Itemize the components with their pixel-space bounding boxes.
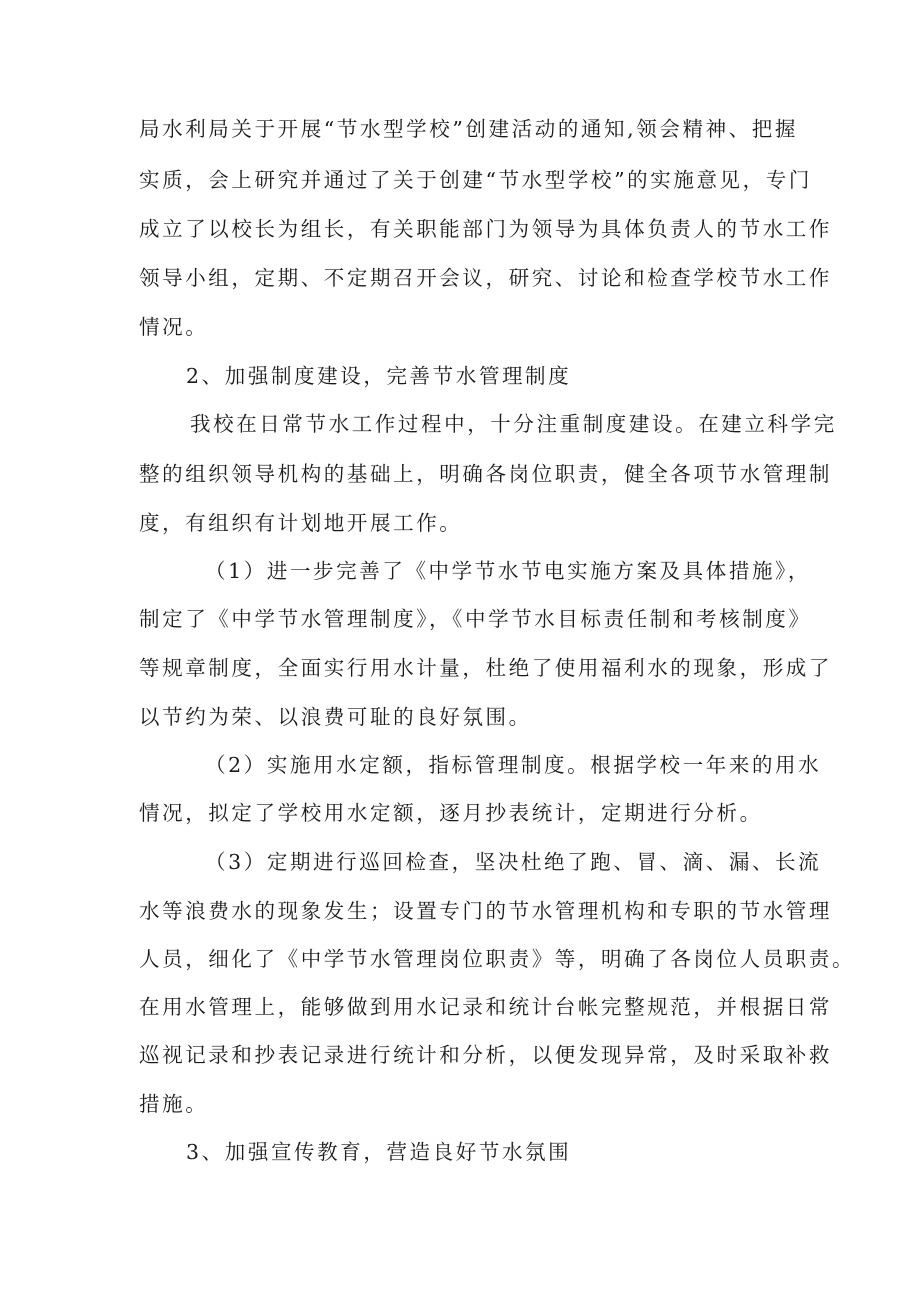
paragraph-line: 我校在日常节水工作过程中，十分注重制度建设。在建立科学完: [190, 412, 837, 436]
paragraph-line: 措施。: [139, 1092, 209, 1116]
paragraph-line: 等规章制度，全面实行用水计量，杜绝了使用福利水的现象，形成了: [139, 656, 832, 680]
section-heading: 2、加强制度建设，完善节水管理制度: [186, 364, 572, 388]
paragraph-line: 以节约为荣、以浪费可耻的良好氛围。: [139, 705, 532, 729]
paragraph-line: 整的组织领导机构的基础上，明确各岗位职责，健全各项节水管理制: [139, 462, 832, 486]
paragraph-line: 领导小组，定期、不定期召开会议，研究、讨论和检查学校节水工作: [139, 266, 832, 290]
list-item-line: （2）实施用水定额，指标管理制度。根据学校一年来的用水: [205, 753, 822, 777]
paragraph-line: 在用水管理上，能够做到用水记录和统计台帐完整规范，并根据日常: [139, 995, 832, 1019]
paragraph-line: 巡视记录和抄表记录进行统计和分析，以便发现异常，及时采取补救: [139, 1043, 832, 1067]
section-heading: 3、加强宣传教育，营造良好节水氛围: [186, 1140, 572, 1164]
paragraph-line: 成立了以校长为组长，有关职能部门为领导为具体负责人的节水工作: [139, 217, 832, 241]
paragraph-line: 局水利局关于开展“节水型学校”创建活动的通知,领会精神、把握: [139, 117, 798, 141]
paragraph-line: 制定了《中学节水管理制度》，《中学节水目标责任制和考核制度》: [139, 607, 812, 631]
list-item-line: （3）定期进行巡回检查，坚决杜绝了跑、冒、滴、漏、长流: [205, 850, 822, 874]
paragraph-line: 水等浪费水的现象发生；设置专门的节水管理机构和专职的节水管理: [139, 899, 832, 923]
paragraph-line: 情况，拟定了学校用水定额，逐月抄表统计，定期进行分析。: [139, 801, 763, 825]
list-item-line: （1）进一步完善了《中学节水节电实施方案及具体措施》，: [205, 559, 811, 583]
paragraph-line: 人员，细化了《中学节水管理岗位职责》等，明确了各岗位人员职责。: [139, 947, 856, 971]
paragraph-line: 度，有组织有计划地开展工作。: [139, 511, 463, 535]
paragraph-line: 情况。: [139, 315, 209, 339]
paragraph-line: 实质，会上研究并通过了关于创建“节水型学校”的实施意见，专门: [139, 168, 812, 192]
